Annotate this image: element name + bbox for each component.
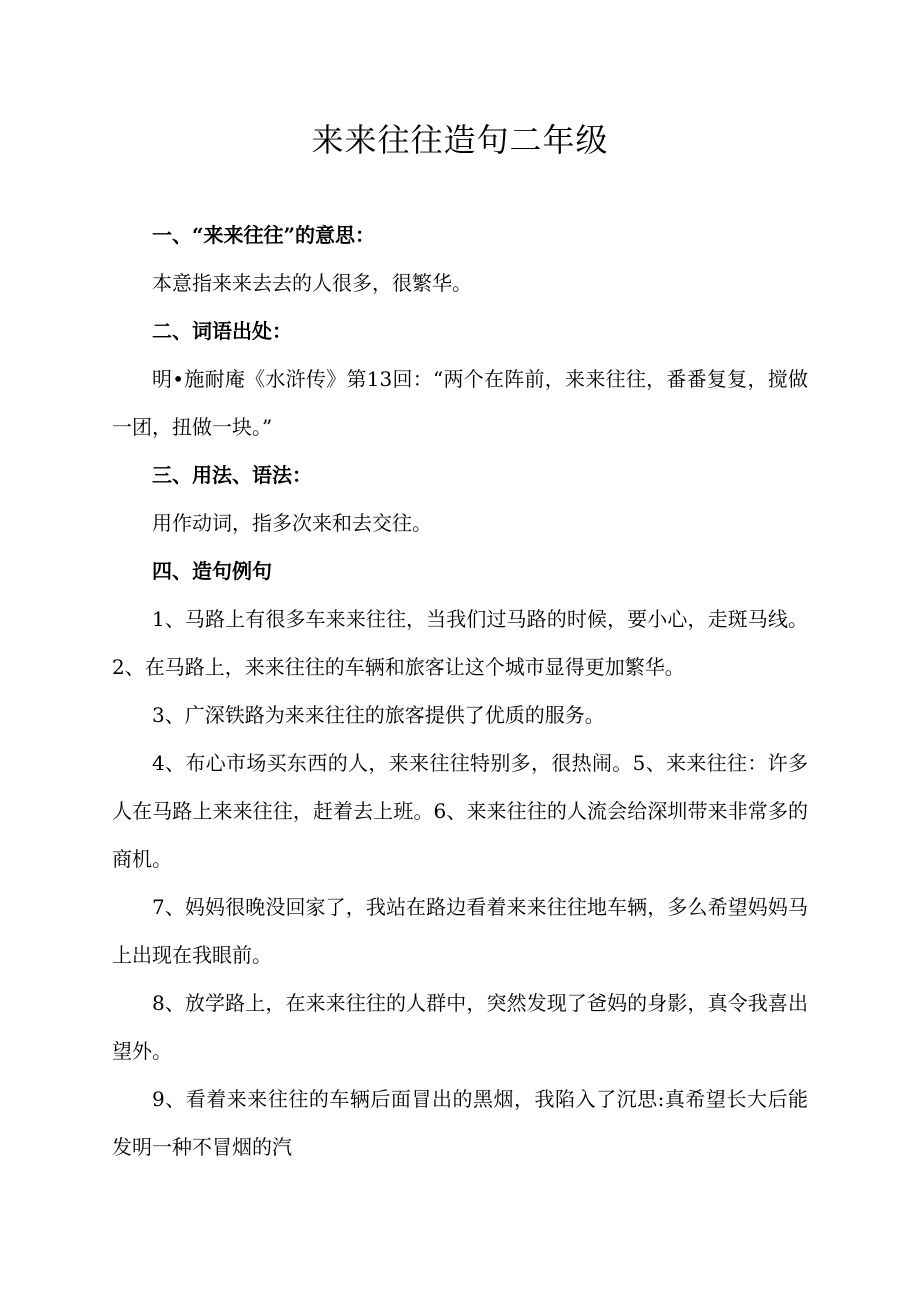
section-heading-usage: 三、用法、语法： bbox=[152, 463, 312, 487]
example-paragraph: 7、妈妈很晚没回家了，我站在路边看着来来往往地车辆，多么希望妈妈马上出现在我眼前。 bbox=[112, 895, 808, 967]
paragraph-source: 明•施耐庵《水浒传》第13回：“两个在阵前，来来往往，番番复复，搅做一团，扭做一块。” bbox=[112, 367, 808, 439]
example-paragraph: 4、布心市场买东西的人，来来往往特别多，很热闹。5、来来往往：许多人在马路上来来往往，赶着去上班。6、来来往往的人流会给深圳带来非常多的商机。 bbox=[112, 751, 808, 871]
paragraph-meaning: 本意指来来去去的人很多，很繁华。 bbox=[152, 271, 472, 295]
example-paragraph: 9、看着来来往往的车辆后面冒出的黑烟，我陷入了沉思:真希望长大后能发明一种不冒烟的汽 bbox=[112, 1087, 808, 1159]
section-heading-examples: 四、造句例句 bbox=[152, 559, 272, 583]
document-body bbox=[112, 211, 808, 1171]
section-heading-meaning: 一、“来来往往”的意思： bbox=[152, 223, 376, 247]
section-heading-source: 二、词语出处： bbox=[152, 319, 292, 343]
example-paragraph: 8、放学路上，在来来往往的人群中，突然发现了爸妈的身影，真令我喜出望外。 bbox=[112, 991, 808, 1063]
paragraph-usage: 用作动词，指多次来和去交往。 bbox=[152, 511, 432, 535]
example-paragraph: 3、广深铁路为来来往往的旅客提供了优质的服务。 bbox=[152, 703, 605, 727]
example-paragraph: 1、马路上有很多车来来往往，当我们过马路的时候，要小心，走斑马线。2、在马路上，来来往往的车辆和旅客让这个城市显得更加繁华。 bbox=[112, 607, 808, 679]
page-title: 来来往往造句二年级 bbox=[311, 121, 609, 159]
